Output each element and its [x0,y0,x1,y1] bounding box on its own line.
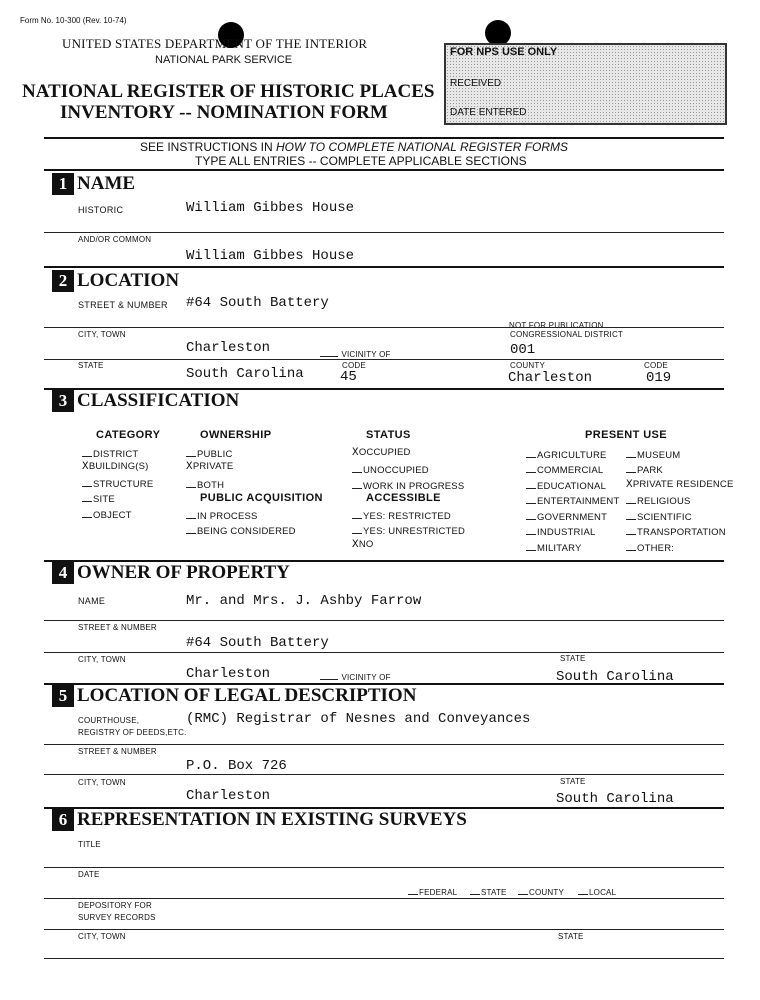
divider [44,169,724,171]
use-museum-option[interactable]: MUSEUM [626,448,680,461]
instructions-line1: SEE INSTRUCTIONS IN HOW TO COMPLETE NATIONAL REGISTER FORMS [140,140,569,154]
county-code-label: CODE [644,361,668,370]
level-local-option[interactable]: LOCAL [578,885,616,897]
public-acquisition-heading: PUBLIC ACQUISITION [200,492,323,504]
checkbox-blank[interactable] [186,524,196,534]
section-number: 1 [52,173,74,195]
section-3-heading [52,390,239,412]
checkmark: X [82,461,89,473]
level-county-option[interactable]: COUNTY [518,885,564,897]
common-name-field[interactable]: William Gibbes House [186,248,355,264]
owner-name-label: NAME [78,596,106,606]
date-entered-label: DATE ENTERED [450,107,527,118]
section-2-heading [52,270,179,292]
section-title: LOCATION [77,270,180,291]
owner-state-label: STATE [560,654,586,663]
divider [44,898,724,899]
checkbox-blank[interactable] [186,447,196,457]
use-agriculture-option[interactable]: AGRICULTURE [526,448,607,461]
common-name-label: AND/OR COMMON [78,235,152,244]
checkmark: X [352,539,359,551]
nps-use-only-box [444,43,727,125]
section-number: 3 [52,390,74,412]
legal-street-label: STREET & NUMBER [78,747,157,756]
section-title: NAME [77,173,136,194]
checkbox-blank[interactable] [626,494,636,504]
owner-state-field[interactable]: South Carolina [556,669,674,685]
owner-vicinity-option[interactable]: VICINITY OF [320,670,391,682]
checkbox-blank[interactable] [626,525,636,535]
ownership-both-option[interactable]: BOTH [186,478,224,491]
section-title: LOCATION OF LEGAL DESCRIPTION [77,685,417,706]
use-entertainment-option[interactable]: ENTERTAINMENT [526,494,619,507]
checkbox-blank[interactable] [626,463,636,473]
checkbox-blank[interactable] [186,478,196,488]
city-field[interactable]: Charleston [186,340,271,356]
legal-state-label: STATE [560,777,586,786]
survey-state-label: STATE [558,932,584,941]
survey-date-label: DATE [78,870,100,879]
level-state-option[interactable]: STATE [470,885,507,897]
checkbox-blank[interactable] [626,510,636,520]
checkbox-blank[interactable] [352,524,362,534]
use-religious-option[interactable]: RELIGIOUS [626,494,691,507]
section-title: CLASSIFICATION [77,390,240,411]
city-label: CITY, TOWN [78,330,126,339]
category-site-option[interactable]: SITE [82,492,115,505]
ownership-private-option[interactable]: XPRIVATE [186,461,234,473]
divider [44,137,724,139]
use-other-option[interactable]: OTHER: [626,541,674,554]
status-heading: STATUS [366,429,411,441]
depository-label: DEPOSITORY FOR [78,901,152,910]
divider [44,744,724,745]
form-title-line2: INVENTORY -- NOMINATION FORM [60,102,388,123]
use-government-option[interactable]: GOVERNMENT [526,510,607,523]
checkbox-blank[interactable] [526,541,536,551]
section-number: 2 [52,270,74,292]
street-field[interactable]: #64 South Battery [186,295,329,311]
section-4-heading [52,562,290,584]
use-industrial-option[interactable]: INDUSTRIAL [526,525,595,538]
checkbox-blank[interactable] [526,525,536,535]
checkbox-blank[interactable] [526,448,536,458]
section-6-heading [52,809,467,831]
owner-name-field[interactable]: Mr. and Mrs. J. Ashby Farrow [186,593,422,609]
legal-street-field[interactable]: P.O. Box 726 [186,758,287,774]
ownership-public-option[interactable]: PUBLIC [186,447,233,460]
checkbox-blank[interactable] [352,463,362,473]
legal-city-field[interactable]: Charleston [186,788,271,804]
section-1-heading [52,173,135,195]
checkbox-blank[interactable] [186,509,196,519]
section-number: 5 [52,685,74,707]
state-field[interactable]: South Carolina [186,366,304,382]
category-buildings-option[interactable]: XBUILDING(S) [82,461,149,473]
owner-city-label: CITY, TOWN [78,655,126,664]
checkbox-blank[interactable] [82,492,92,502]
divider [44,774,724,775]
divider [44,232,724,233]
county-label: COUNTY [510,361,545,370]
registry-label: REGISTRY OF DEEDS,ETC. [78,728,187,737]
county-code-field[interactable]: 019 [646,370,672,386]
checkmark: X [352,447,359,459]
divider [44,958,724,959]
category-object-option[interactable]: OBJECT [82,508,132,521]
checkbox-blank[interactable] [626,541,636,551]
state-code-field[interactable]: 45 [340,369,357,385]
vicinity-option[interactable]: VICINITY OF [320,347,391,359]
checkbox-blank[interactable] [526,494,536,504]
courthouse-label: COURTHOUSE, [78,716,140,725]
state-label: STATE [78,361,104,370]
owner-street-field[interactable]: #64 South Battery [186,635,329,651]
checkbox-blank[interactable] [526,463,536,473]
present-use-heading: PRESENT USE [585,429,668,441]
congressional-district-field[interactable]: 001 [510,342,536,358]
use-private-residence-option[interactable]: XPRIVATE RESIDENCE [626,479,734,491]
divider [44,620,724,621]
department-name: UNITED STATES DEPARTMENT OF THE INTERIOR [62,36,368,51]
checkbox-blank[interactable] [82,447,92,457]
acquisition-being-considered-option[interactable]: BEING CONSIDERED [186,524,296,537]
category-heading: CATEGORY [96,429,161,441]
use-military-option[interactable]: MILITARY [526,541,582,554]
checkbox-blank[interactable] [526,510,536,520]
divider [44,867,724,868]
checkmark: X [186,461,193,473]
section-title: OWNER OF PROPERTY [77,562,290,583]
received-label: RECEIVED [450,78,502,89]
service-name: NATIONAL PARK SERVICE [155,54,293,66]
level-federal-option[interactable]: FEDERAL [408,885,457,897]
accessible-unrestricted-option[interactable]: YES: UNRESTRICTED [352,524,465,537]
status-work-in-progress-option[interactable]: WORK IN PROGRESS [352,479,464,492]
checkbox-blank[interactable] [352,509,362,519]
instructions-line2: TYPE ALL ENTRIES -- COMPLETE APPLICABLE SECTIONS [195,154,527,168]
section-number: 4 [52,562,74,584]
accessible-no-option[interactable]: XNO [352,539,374,551]
historic-label: HISTORIC [78,205,124,215]
status-unoccupied-option[interactable]: UNOCCUPIED [352,463,429,476]
category-structure-option[interactable]: STRUCTURE [82,477,153,490]
divider [44,359,724,360]
section-title: REPRESENTATION IN EXISTING SURVEYS [77,809,467,830]
category-district-option[interactable]: DISTRICT [82,447,138,460]
checkbox-blank[interactable] [352,479,362,489]
legal-city-label: CITY, TOWN [78,778,126,787]
owner-city-field[interactable]: Charleston [186,666,271,682]
county-field[interactable]: Charleston [508,370,593,386]
checkbox-blank[interactable] [82,508,92,518]
state-code-label: CODE [342,361,366,370]
congressional-district-label: CONGRESSIONAL DISTRICT [510,330,624,339]
nps-use-only-label: FOR NPS USE ONLY [450,46,558,58]
checkbox-blank[interactable] [82,477,92,487]
courthouse-field[interactable]: (RMC) Registrar of Nesnes and Conveyances [186,711,531,727]
checkmark: X [626,479,633,491]
street-label: STREET & NUMBER [78,300,168,310]
legal-state-field[interactable]: South Carolina [556,791,674,807]
use-transportation-option[interactable]: TRANSPORTATION [626,525,726,538]
status-occupied-option[interactable]: XOCCUPIED [352,447,411,459]
survey-city-label: CITY, TOWN [78,932,126,941]
form-title-line1: NATIONAL REGISTER OF HISTORIC PLACES [22,81,435,102]
ownership-heading: OWNERSHIP [200,429,272,441]
form-number: Form No. 10-300 (Rev. 10-74) [20,16,127,25]
not-for-publication-option[interactable]: NOT FOR PUBLICATION [498,318,604,330]
owner-street-label: STREET & NUMBER [78,623,157,632]
acquisition-in-process-option[interactable]: IN PROCESS [186,509,258,522]
use-educational-option[interactable]: EDUCATIONAL [526,479,606,492]
survey-records-label: SURVEY RECORDS [78,913,156,922]
accessible-heading: ACCESSIBLE [366,492,441,504]
checkbox-blank[interactable] [526,479,536,489]
divider [44,266,724,268]
accessible-restricted-option[interactable]: YES: RESTRICTED [352,509,451,522]
section-number: 6 [52,809,74,831]
checkbox-blank[interactable] [626,448,636,458]
section-5-heading [52,685,416,707]
historic-name-field[interactable]: William Gibbes House [186,200,355,216]
divider [44,652,724,653]
use-park-option[interactable]: PARK [626,463,663,476]
divider [44,327,724,328]
survey-title-label: TITLE [78,840,101,849]
divider [44,929,724,930]
use-commercial-option[interactable]: COMMERCIAL [526,463,603,476]
use-scientific-option[interactable]: SCIENTIFIC [626,510,692,523]
